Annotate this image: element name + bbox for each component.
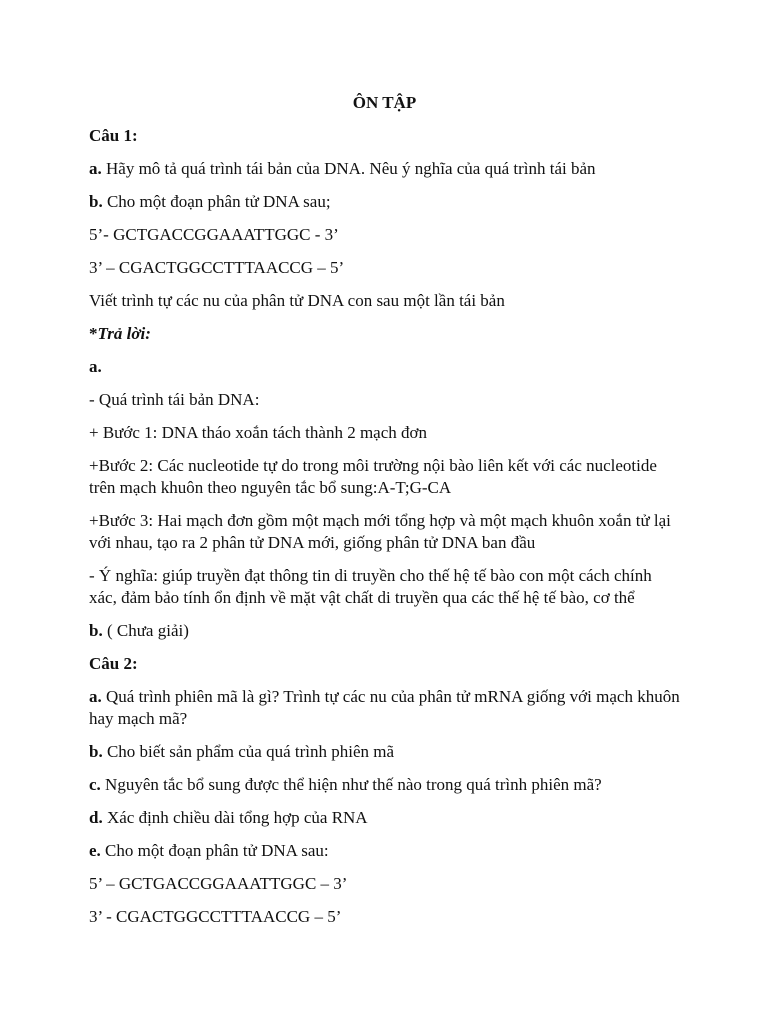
question-2-strand-1: 5’ – GCTGACCGGAAATTGGC – 3’ xyxy=(89,874,348,893)
question-2d-text: Xác định chiều dài tổng hợp của RNA xyxy=(102,808,368,827)
answer-heading-star: * xyxy=(89,324,98,343)
answer-step-2: +Bước 2: Các nucleotide tự do trong môi trường nội bào liên kết với các nucleotide trên mạch khuôn theo nguyên tắc bổ sung:A-T;G-CA xyxy=(89,456,657,497)
answer-process-heading: - Quá trình tái bản DNA: xyxy=(89,390,260,409)
question-2b-text: Cho biết sản phẩm của quá trình phiên mã xyxy=(102,742,395,761)
question-2e-label: e. xyxy=(89,841,101,860)
question-1-task: Viết trình tự các nu của phân tử DNA con sau một lần tái bản xyxy=(89,291,505,310)
question-2e xyxy=(89,840,680,862)
question-2b-label: b. xyxy=(89,742,103,761)
page-title: ÔN TẬP xyxy=(352,93,417,112)
answer-meaning: - Ý nghĩa: giúp truyền đạt thông tin di truyền cho thế hệ tế bào con một cách chính xác, đảm bảo tính ổn định về mặt vật chất di truyền qua các thế hệ tế bào, cơ thể xyxy=(89,566,652,607)
question-2e-text: Cho một đoạn phân tử DNA sau: xyxy=(100,841,329,860)
question-2c-text: Nguyên tắc bổ sung được thể hiện như thế nào trong quá trình phiên mã? xyxy=(100,775,602,794)
question-2-heading: Câu 2: xyxy=(89,654,138,673)
question-2a-text: Quá trình phiên mã là gì? Trình tự các nu của phân tử mRNA giống với mạch khuôn hay mạch mã? xyxy=(89,687,680,728)
question-1-strand-2: 3’ – CGACTGGCCTTTAACCG – 5’ xyxy=(89,258,345,277)
question-2a-label: a. xyxy=(89,687,102,706)
question-1b-text: Cho một đoạn phân tử DNA sau; xyxy=(102,192,331,211)
answer-heading-text: Trả lời: xyxy=(97,324,151,343)
question-2c-label: c. xyxy=(89,775,101,794)
question-2d xyxy=(89,807,680,829)
answer-b xyxy=(89,620,680,642)
question-1b-label: b. xyxy=(89,192,103,211)
answer-heading xyxy=(89,323,680,345)
question-2c xyxy=(89,774,680,796)
answer-a-label: a. xyxy=(89,357,102,376)
question-1-strand-1: 5’- GCTGACCGGAAATTGGC - 3’ xyxy=(89,225,339,244)
answer-step-3: +Bước 3: Hai mạch đơn gồm một mạch mới tổng hợp và một mạch khuôn xoắn tử lại với nhau, tạo ra 2 phân tử DNA mới, giống phân tử DNA ban đầu xyxy=(89,511,671,552)
question-2a xyxy=(89,686,680,730)
answer-step-1: + Bước 1: DNA tháo xoắn tách thành 2 mạch đơn xyxy=(89,423,427,442)
question-1b xyxy=(89,191,680,213)
question-1a xyxy=(89,158,680,180)
answer-b-label: b. xyxy=(89,621,103,640)
question-2d-label: d. xyxy=(89,808,103,827)
question-1a-label: a. xyxy=(89,159,102,178)
question-2b xyxy=(89,741,680,763)
question-1-heading: Câu 1: xyxy=(89,126,138,145)
question-2-strand-2: 3’ - CGACTGGCCTTTAACCG – 5’ xyxy=(89,907,342,926)
question-1a-text: Hãy mô tả quá trình tái bản của DNA. Nêu ý nghĩa của quá trình tái bản xyxy=(101,159,596,178)
answer-b-text: ( Chưa giải) xyxy=(102,621,189,640)
